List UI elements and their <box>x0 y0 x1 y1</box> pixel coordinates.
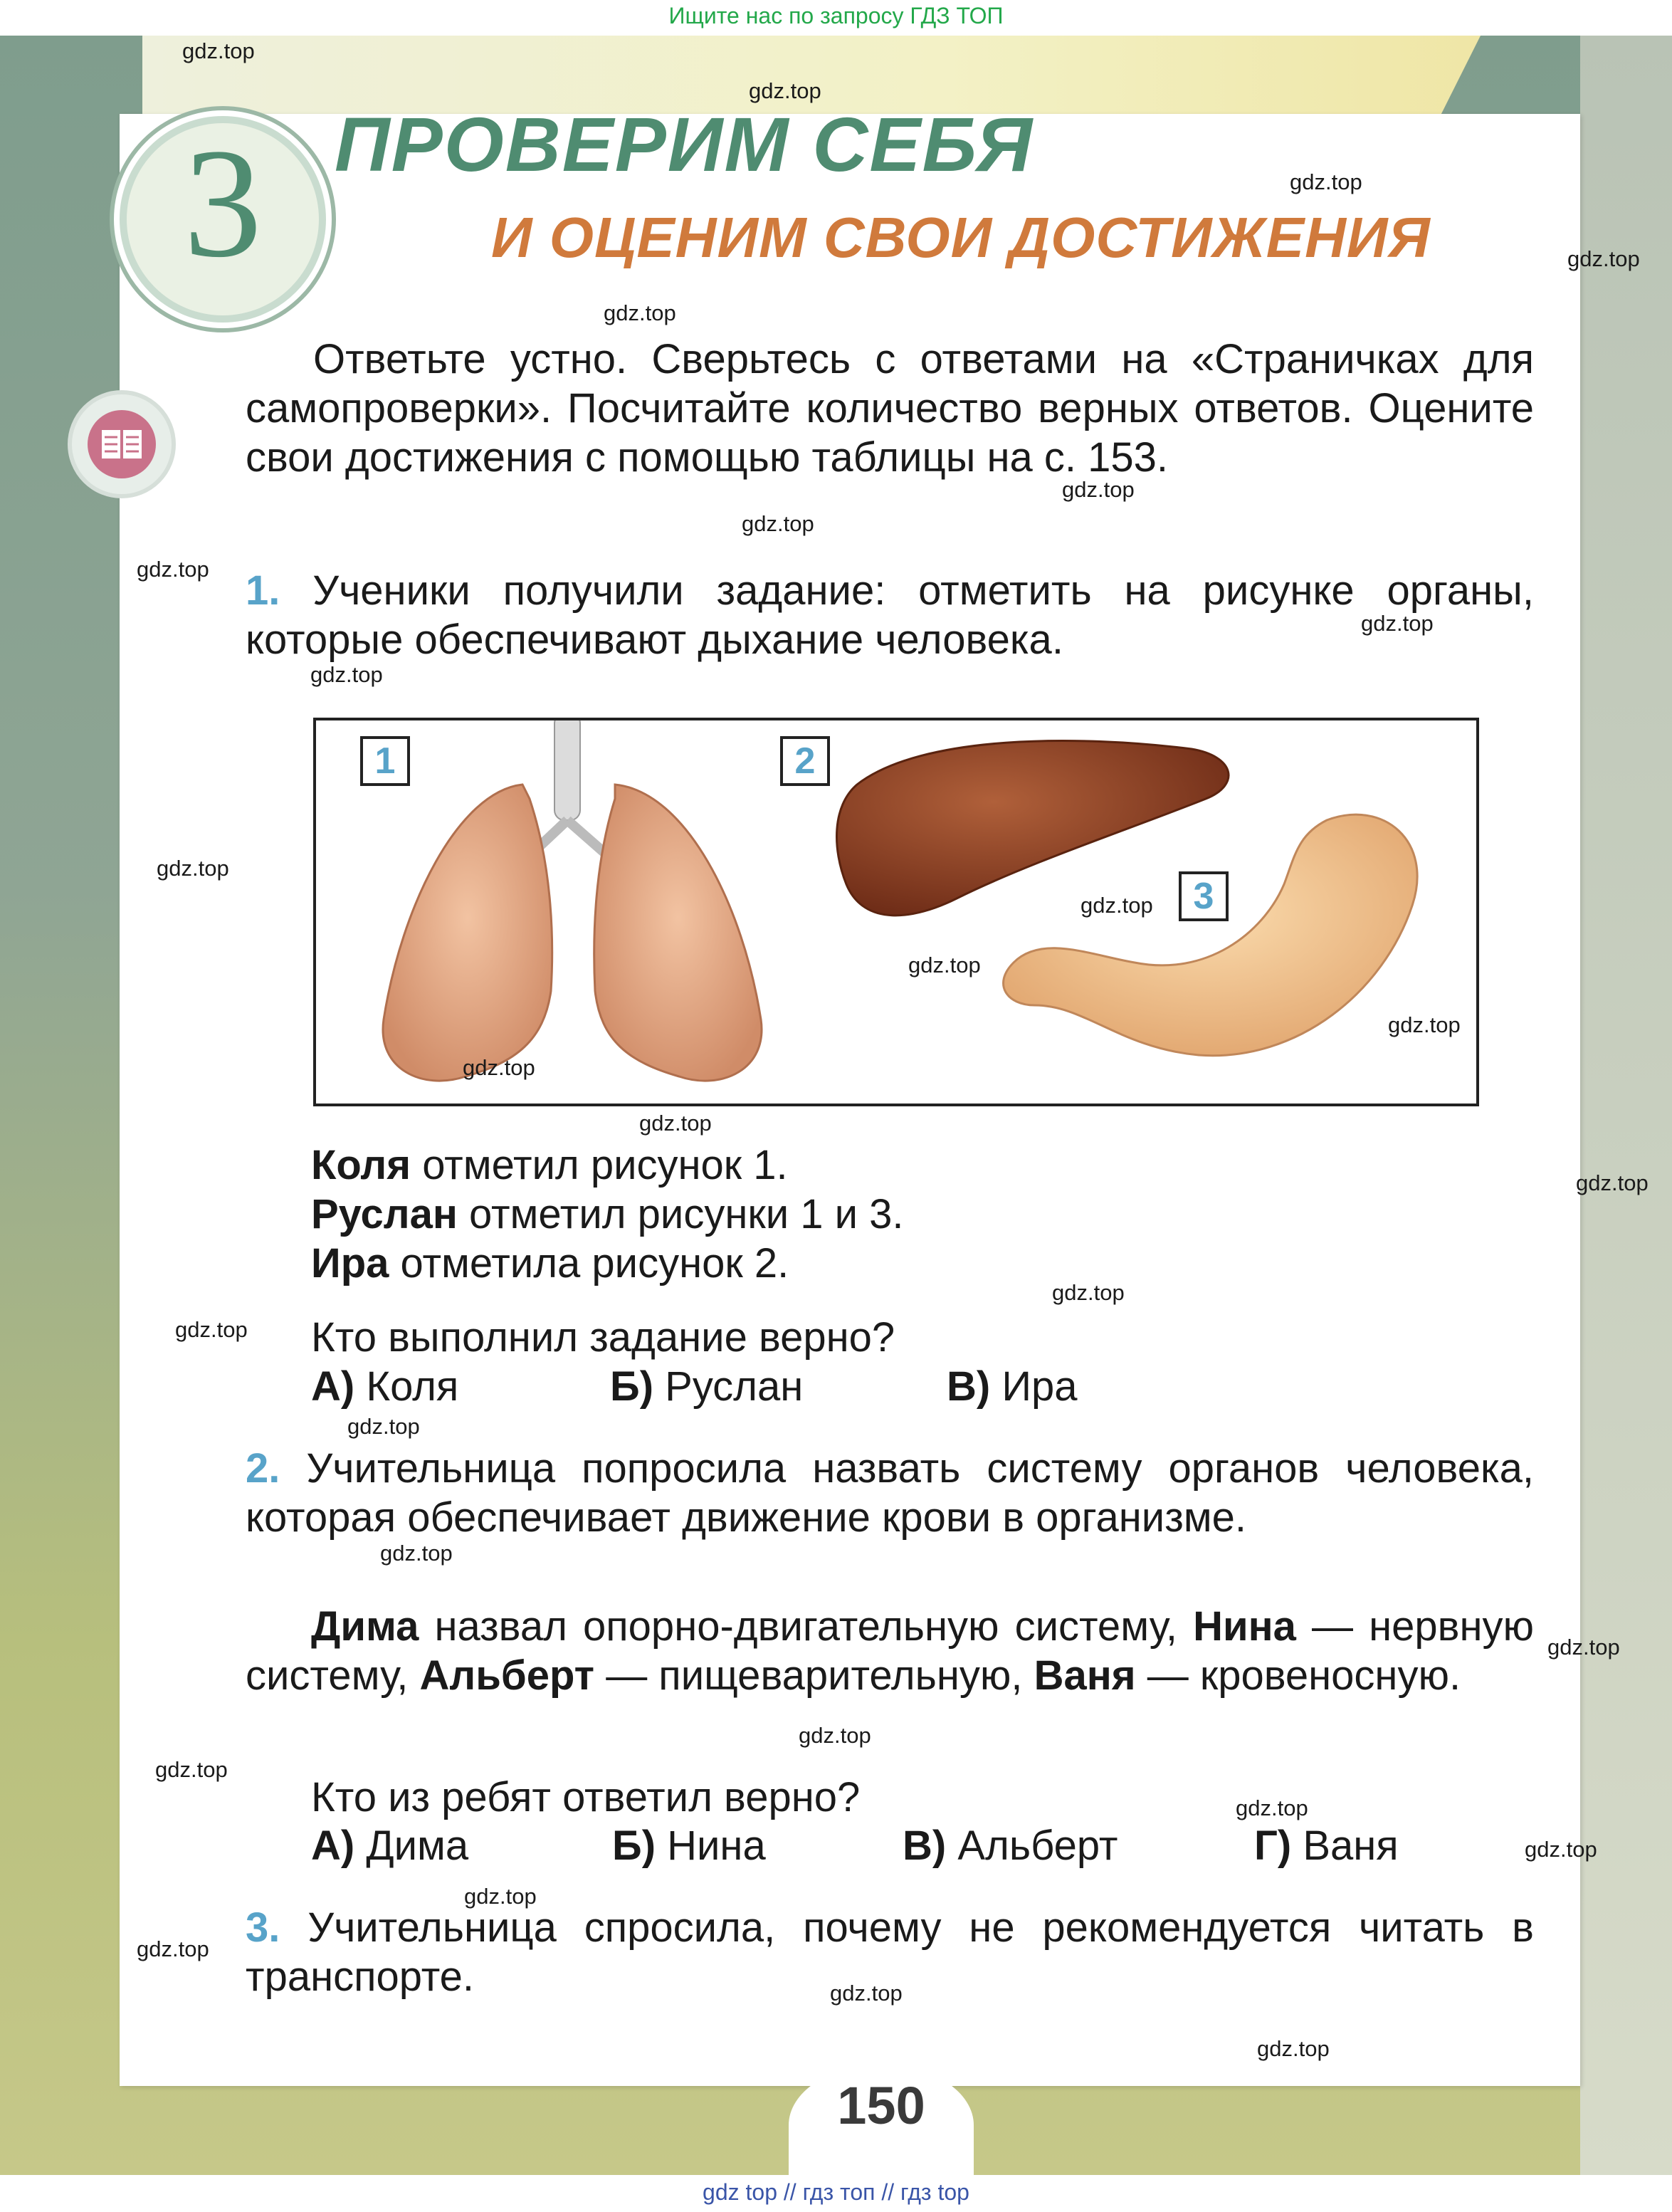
watermark: gdz.top <box>137 557 209 582</box>
figure-label-1[interactable]: 1 <box>360 736 410 786</box>
question-2-number: 2. <box>246 1445 280 1492</box>
top-banner-text[interactable]: Ищите нас по запросу ГДЗ ТОП <box>668 3 1004 28</box>
question-2-ask: Кто из ребят ответил верно? <box>311 1774 861 1820</box>
watermark: gdz.top <box>1257 2036 1330 2061</box>
section-title: ПРОВЕРИМ СЕБЯ <box>335 101 1034 187</box>
question-2-option-b[interactable]: Б) Нина <box>612 1823 766 1869</box>
question-2 <box>246 1444 1534 1542</box>
organs-illustration <box>316 720 1476 1104</box>
book-icon <box>68 390 176 498</box>
lungs-drawing <box>383 720 762 1081</box>
watermark: gdz.top <box>137 1936 209 1961</box>
watermark: gdz.top <box>604 300 676 325</box>
organs-figure <box>313 718 1479 1106</box>
section-number: 3 <box>184 116 262 290</box>
question-3-number: 3. <box>246 1904 280 1951</box>
answer-ira: Ира отметила рисунок 2. <box>311 1240 789 1286</box>
watermark: gdz.top <box>742 511 814 536</box>
watermark: gdz.top <box>639 1111 712 1136</box>
question-2-text: Учительница попросила назвать систему органов человека, которая обеспечивает движение крови в организме. <box>246 1445 1534 1541</box>
answer-kolya: Коля отметил рисунок 1. <box>311 1142 788 1188</box>
question-1-option-a[interactable]: А) Коля <box>311 1363 459 1410</box>
liver-drawing <box>836 740 1229 915</box>
watermark: gdz.top <box>1525 1837 1597 1862</box>
watermark: gdz.top <box>1062 477 1135 502</box>
question-1-number: 1. <box>246 567 280 614</box>
watermark: gdz.top <box>1290 169 1362 194</box>
intro-paragraph: Ответьте устно. Сверьтесь с ответами на «Страничках для самопроверки». Посчитайте количество верных ответов. Оцените свои достижения с помощью таблицы на с. 153. <box>246 336 1534 481</box>
watermark: gdz.top <box>347 1414 420 1439</box>
question-2-option-c[interactable]: В) Альберт <box>903 1823 1118 1869</box>
watermark: gdz.top <box>1236 1796 1308 1820</box>
watermark: gdz.top <box>799 1723 871 1748</box>
watermark: gdz.top <box>749 78 821 103</box>
watermark: gdz.top <box>157 856 229 881</box>
watermark: gdz.top <box>1081 893 1153 918</box>
watermark: gdz.top <box>380 1541 453 1566</box>
question-1-option-c[interactable]: В) Ира <box>947 1363 1078 1410</box>
watermark: gdz.top <box>830 1981 903 2006</box>
question-2-answers: Дима назвал опорно-двигательную систему, Нина — нервную систему, Альберт — пищеварительную, Ваня — кровеносную. <box>246 1603 1534 1699</box>
figure-label-3[interactable]: 3 <box>1179 871 1229 921</box>
watermark: gdz.top <box>464 1884 537 1909</box>
watermark: gdz.top <box>1388 1012 1461 1037</box>
section-subtitle: И ОЦЕНИМ СВОИ ДОСТИЖЕНИЯ <box>491 206 1431 269</box>
watermark: gdz.top <box>155 1757 228 1782</box>
watermark: gdz.top <box>1052 1280 1125 1305</box>
question-1-text: Ученики получили задание: отметить на рисунке органы, которые обеспечивают дыхание человека. <box>246 567 1534 663</box>
watermark: gdz.top <box>1576 1170 1649 1195</box>
question-1-option-b[interactable]: Б) Руслан <box>610 1363 804 1410</box>
watermark: gdz.top <box>310 662 383 687</box>
question-2-option-a[interactable]: А) Дима <box>311 1823 469 1869</box>
bottom-banner <box>0 2175 1672 2212</box>
question-3-text: Учительница спросила, почему не рекомендуется читать в транспорте. <box>246 1904 1534 2000</box>
watermark: gdz.top <box>908 953 981 977</box>
bottom-banner-text[interactable]: gdz top // гдз топ // гдз top <box>703 2179 969 2205</box>
question-1-ask: Кто выполнил задание верно? <box>311 1314 895 1361</box>
watermark: gdz.top <box>182 38 255 63</box>
question-1 <box>246 566 1534 664</box>
top-banner <box>0 0 1672 36</box>
page-number: 150 <box>837 2076 925 2135</box>
watermark: gdz.top <box>175 1317 248 1342</box>
answer-ruslan: Руслан отметил рисунки 1 и 3. <box>311 1191 904 1237</box>
watermark: gdz.top <box>1547 1635 1620 1660</box>
figure-label-2[interactable]: 2 <box>780 736 830 786</box>
watermark: gdz.top <box>1361 611 1434 636</box>
question-2-option-d[interactable]: Г) Ваня <box>1254 1823 1399 1869</box>
watermark: gdz.top <box>1567 246 1640 271</box>
watermark: gdz.top <box>463 1055 535 1080</box>
